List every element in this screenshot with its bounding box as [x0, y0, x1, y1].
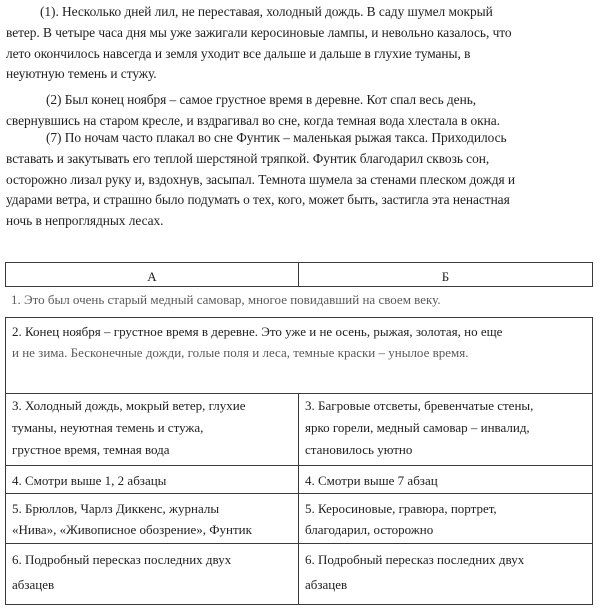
- row-6-cell-a: [5, 543, 299, 605]
- paragraph-1-line: (1). Несколько дней лил, не переставая, холодный дождь. В саду шумел мокрый: [40, 4, 493, 19]
- row-5-a-line: 5. Брюллов, Чарлз Диккенс, журналы: [12, 501, 220, 516]
- table-row-2: [5, 317, 593, 394]
- paragraph-1-line: ветер. В четыре часа дня мы уже зажигали керосиновые лампы, и невольно казалось, что: [6, 24, 512, 40]
- row-4-a-text: 4. Смотри выше 1, 2 абзацы: [12, 473, 167, 488]
- row-3-b-line: 3. Багровые отсветы, бревенчатые стены,: [305, 398, 534, 413]
- row-3-cell-a: [5, 393, 299, 466]
- row-4-cell-b: [298, 465, 593, 494]
- column-header-b-label: Б: [441, 269, 450, 284]
- row-1-text: 1. Это был очень старый медный самовар, многое повидавший на своем веку.: [11, 292, 441, 307]
- row-5-b-line: 5. Керосиновые, гравюра, портрет,: [305, 501, 497, 516]
- table-row-6: [5, 543, 593, 605]
- row-3-a-line: грустное время, темная вода: [12, 442, 170, 457]
- row-3-b-line: ярко горели, медный самовар – инвалид,: [305, 420, 530, 435]
- table-row-3: [5, 393, 593, 466]
- row-2-line: и не зима. Бесконечные дожди, голые поля и леса, темные краски – унылое время.: [12, 345, 469, 360]
- column-header-a-label: А: [147, 269, 157, 284]
- column-header-b: [298, 262, 593, 287]
- row-6-b-line: 6. Подробный пересказ последних двух: [305, 552, 525, 567]
- paragraph-7-line: (7) По ночам часто плакал во сне Фунтик – маленькая рыжая такса. Приходилось: [46, 130, 507, 145]
- row-3-cell-b: [298, 393, 593, 466]
- row-2-cell: [5, 317, 593, 394]
- row-2-line: 2. Конец ноября – грустное время в деревне. Это уже и не осень, рыжая, золотая, но еще: [12, 324, 503, 339]
- row-4-b-text: 4. Смотри выше 7 абзац: [305, 473, 438, 488]
- row-6-cell-b: [298, 543, 593, 605]
- paragraph-7: [6, 128, 592, 232]
- row-3-a-line: 3. Холодный дождь, мокрый ветер, глухие: [12, 398, 246, 413]
- column-header-a: [5, 262, 299, 287]
- paragraph-7-line: осторожно лизал руку и, вздохнув, засыпал. Темнота шумела за стенами плеском дождя и: [6, 171, 516, 187]
- row-5-cell-a: [5, 493, 299, 544]
- row-5-a-line: «Нива», «Живописное обозрение», Фунтик: [12, 522, 252, 537]
- paragraph-1-line: лето окончилось навсегда и земля уходит все дальше и дальше в глухие туманы, в: [6, 45, 471, 61]
- row-6-a-line: 6. Подробный пересказ последних двух: [12, 552, 232, 567]
- table-row-4: [5, 465, 593, 494]
- paragraph-2: [6, 90, 592, 132]
- table-row-5: [5, 493, 593, 544]
- row-5-cell-b: [298, 493, 593, 544]
- table-header-row: [5, 262, 593, 287]
- paragraph-7-line: вставать и закутывать его теплой шерстяной тряпкой. Фунтик благодарил сквозь сон,: [6, 150, 490, 166]
- paragraph-2-line: свернувшись на старом кресле, и вздрагивал во сне, когда темная вода хлестала в окна.: [6, 112, 500, 128]
- row-5-b-line: благодарил, осторожно: [305, 522, 434, 537]
- paragraph-1-line: неуютную темень и стужу.: [6, 66, 157, 82]
- paragraph-7-line: ударами ветра, и страшно было подумать о тех, кого, может быть, застигла эта ненастная: [6, 192, 510, 208]
- table-row-1: [5, 289, 593, 311]
- row-4-cell-a: [5, 465, 299, 494]
- paragraph-7-line: ночь в непроглядных лесах.: [6, 213, 164, 229]
- row-3-a-line: туманы, неуютная темень и стужа,: [12, 420, 204, 435]
- paragraph-2-line: (2) Был конец ноября – самое грустное время в деревне. Кот спал весь день,: [46, 92, 477, 107]
- row-6-a-line: абзацев: [12, 577, 55, 592]
- paragraph-1: [6, 2, 592, 85]
- row-6-b-line: абзацев: [305, 577, 348, 592]
- row-3-b-line: становилось уютно: [305, 442, 413, 457]
